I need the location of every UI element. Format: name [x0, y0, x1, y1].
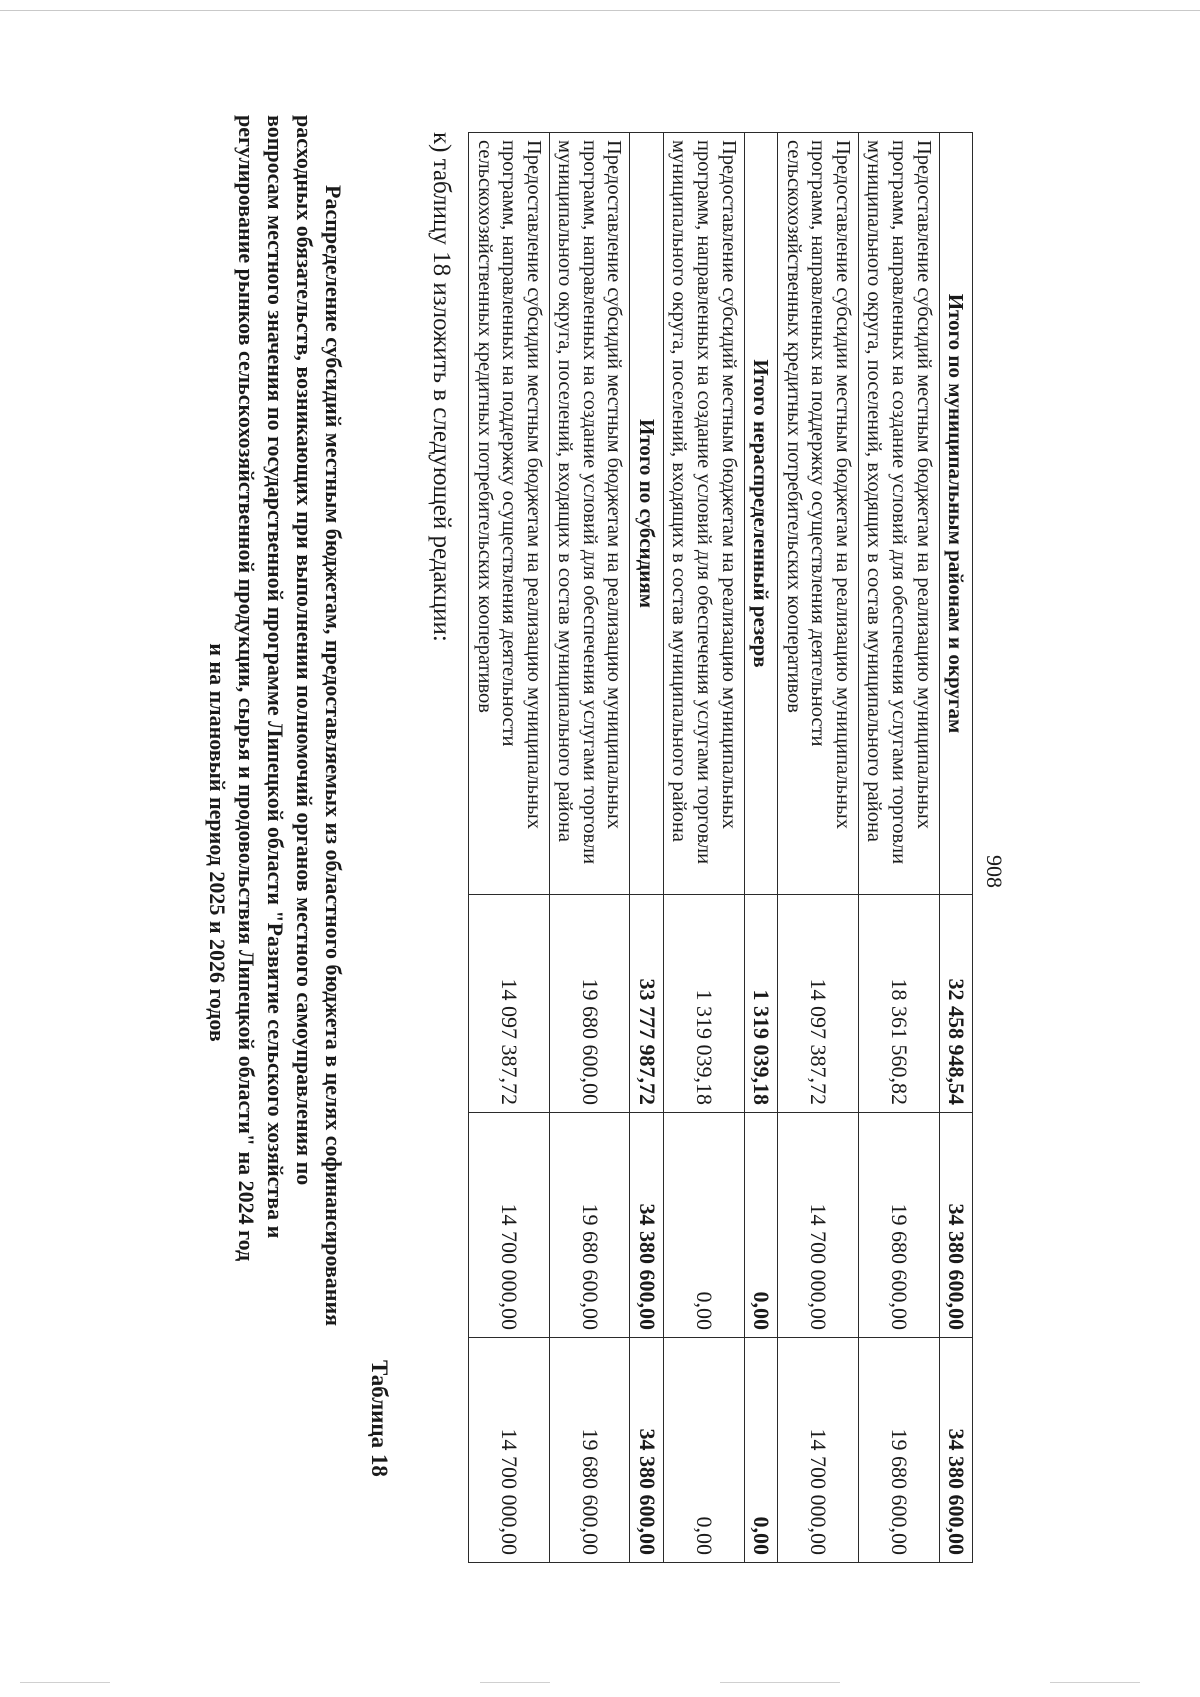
- scan-artifact: [1050, 1682, 1140, 1683]
- table-cell-2025: 14 700 000,00: [468, 1113, 549, 1338]
- table-cell-name: Итого по муниципальным районам и округам: [939, 133, 972, 895]
- table-cell-2026: 14 700 000,00: [468, 1338, 549, 1563]
- table-total-row: [744, 133, 777, 1563]
- table-cell-2024: 14 097 387,72: [468, 895, 549, 1113]
- table-cell-2024: 1 319 039,18: [663, 895, 744, 1113]
- table-cell-name: Итого по субсидиям: [630, 133, 663, 895]
- title-line: вопросам местного значения по государственной программе Липецкой области "Развитие сельского хозяйства и: [262, 115, 288, 1239]
- title-line: расходных обязательств, возникающих при выполнении полномочий органов местного самоуправления по: [291, 115, 317, 1186]
- table-row: [778, 133, 859, 1563]
- table-cell-2025: 34 380 600,00: [939, 1113, 972, 1338]
- table-row: [549, 133, 630, 1563]
- table-total-row: [630, 133, 663, 1563]
- table-cell-2025: 0,00: [663, 1113, 744, 1338]
- page-number: 908: [982, 855, 1007, 888]
- table-cell-2024: 19 680 600,00: [549, 895, 630, 1113]
- title-line: Распределение субсидий местным бюджетам, предоставляемых из областного бюджета в целях софинансирования: [321, 185, 346, 1327]
- table-cell-2026: 0,00: [663, 1338, 744, 1563]
- subsidy-table-block: [468, 132, 973, 1562]
- scan-artifact: [720, 1682, 840, 1683]
- table-cell-2026: 19 680 600,00: [858, 1338, 939, 1563]
- table-cell-name: Предоставление субсидий местным бюджетам на реализацию муниципальных программ, направленных на создание условий для обеспечения услугами торговли муниципального округа, поселений, входящих в состав муниципального района: [858, 133, 939, 895]
- table-cell-2024: 14 097 387,72: [778, 895, 859, 1113]
- table-cell-name: Предоставление субсидий местным бюджетам на реализацию муниципальных программ, направленных на создание условий для обеспечения услугами торговли муниципального округа, поселений, входящих в состав муниципального района: [663, 133, 744, 895]
- table-label: Таблица 18: [367, 1360, 392, 1477]
- table-cell-name: Итого нераспределенный резерв: [744, 133, 777, 895]
- table-cell-2026: 14 700 000,00: [778, 1338, 859, 1563]
- table-cell-name: Предоставление субсидии местным бюджетам на реализацию муниципальных программ, направленных на поддержку осуществления деятельности сельскохозяйственных кредитных потребительских кооперативов: [468, 133, 549, 895]
- table-cell-2025: 19 680 600,00: [858, 1113, 939, 1338]
- table-cell-2024: 18 361 560,82: [858, 895, 939, 1113]
- table-cell-name: Предоставление субсидий местным бюджетам на реализацию муниципальных программ, направленных на создание условий для обеспечения услугами торговли муниципального округа, поселений, входящих в состав муниципального района: [549, 133, 630, 895]
- table-row: [663, 133, 744, 1563]
- table-total-row: [939, 133, 972, 1563]
- table-cell-2026: 0,00: [744, 1338, 777, 1563]
- amendment-intro: к) таблицу 18 изложить в следующей редакции:: [428, 132, 455, 642]
- table-cell-2024: 33 777 987,72: [630, 895, 663, 1113]
- table-cell-2025: 0,00: [744, 1113, 777, 1338]
- table-title: [203, 115, 348, 1570]
- subsidy-table-body: [468, 133, 972, 1563]
- table-cell-name: Предоставление субсидии местным бюджетам на реализацию муниципальных программ, направленных на поддержку осуществления деятельности сельскохозяйственных кредитных потребительских кооперативов: [778, 133, 859, 895]
- scan-artifact: [20, 1682, 110, 1683]
- table-cell-2024: 32 458 948,54: [939, 895, 972, 1113]
- title-line: регулирование рынков сельскохозяйственной продукции, сырья и продовольствия Липецкой области" на 2024 год: [233, 115, 259, 1262]
- table-cell-2025: 34 380 600,00: [630, 1113, 663, 1338]
- table-cell-2025: 19 680 600,00: [549, 1113, 630, 1338]
- table-row: [858, 133, 939, 1563]
- title-line: и на плановый период 2025 и 2026 годов: [204, 643, 230, 1042]
- table-cell-2026: 34 380 600,00: [939, 1338, 972, 1563]
- table-cell-2024: 1 319 039,18: [744, 895, 777, 1113]
- table-cell-2025: 14 700 000,00: [778, 1113, 859, 1338]
- table-cell-2026: 19 680 600,00: [549, 1338, 630, 1563]
- scan-artifact: [480, 1682, 550, 1683]
- subsidy-table: [468, 132, 973, 1563]
- table-cell-2026: 34 380 600,00: [630, 1338, 663, 1563]
- table-row: [468, 133, 549, 1563]
